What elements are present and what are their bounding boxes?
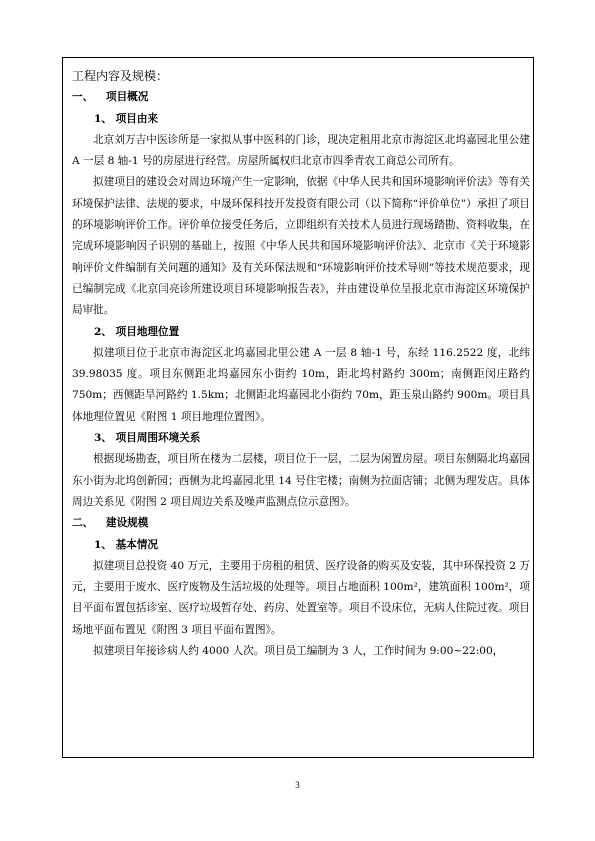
document-body bbox=[72, 66, 530, 662]
paragraph-origin: 北京刘万吉中医诊所是一家拟从事中医科的门诊，现决定租用北京市海淀区北坞嘉园北里公建 A 一层 8 轴-1 号的房屋进行经营。房屋所属权归北京市四季青农工商总公司所有。 bbox=[72, 133, 530, 168]
paragraph-assessment: 拟建项目的建设会对周边环境产生一定影响，依据《中华人民共和国环境影响评价法》等有关环境保护法律、法规的要求，中晟环保科技开发投资有限公司（以下简称“评价单位”）承担了项目的环境影响评价工作。评价单位接受任务后，立即组织有关技术人员进行现场踏勘、资料收集，在完成环境影响因子识别的基础上，按照《中华人民共和国环境影响评价法》、北京市《关于环境影响评价文件编制有关问题的通知》及有关环保法规和“环境影响评价技术导则”等技术规范要求，现已编制完成《北京闫亮诊所建设项目环境影响报告表》，并由建设单位呈报北京市海淀区环境保护局审批。 bbox=[72, 176, 530, 317]
page-number: 3 bbox=[295, 780, 300, 790]
subsection-2-1-title: 1、 基本情况 bbox=[94, 538, 159, 551]
subsection-1-1-title: 1、 项目由来 bbox=[94, 112, 159, 125]
paragraph-staffing: 拟建项目年接诊病人约 4000 人次。项目员工编制为 3 人，工作时间为 9:00~22:00， bbox=[93, 645, 504, 658]
section-2-title bbox=[72, 513, 530, 534]
section-heading: 工程内容及规模： bbox=[72, 69, 169, 83]
section-2-number: 二、 bbox=[72, 517, 94, 530]
section-1-label: 项目概况 bbox=[106, 91, 149, 104]
subsection-1-3-title: 3、 项目周围环境关系 bbox=[94, 432, 201, 445]
paragraph-surroundings: 根据现场勘查，项目所在楼为二层楼，项目位于一层，二层为闲置房屋。项目东侧隔北坞嘉园东小街为北坞创新园；西侧为北坞嘉园北里 14 号住宅楼；南侧为拉面店铺；北侧为理发店。具体周边关系见《附图 2 项目周边关系及噪声监测点位示意图》。 bbox=[72, 453, 530, 508]
paragraph-location: 拟建项目位于北京市海淀区北坞嘉园北里公建 A 一层 8 轴-1 号，东经 116.2522 度，北纬 39.98035 度。项目东侧距北坞嘉园东小街约 10m，距北坞村路约 300m；南侧距闵庄路约 750m；西侧距旱河路约 1.5km；北侧距北坞嘉园北小街约 70m，距玉泉山路约 900m。项目具体地理位置见《附图 1 项目地理位置图》。 bbox=[72, 346, 530, 423]
section-2-label: 建设规模 bbox=[106, 517, 149, 530]
paragraph-basic-info: 拟建项目总投资 40 万元，主要用于房租的租赁、医疗设备的购买及安装，其中环保投资 2 万元，主要用于废水、医疗废物及生活垃圾的处理等。项目占地面积 100m²，建筑面积 100m²，项目平面布置包括诊室、医疗垃圾暂存处、药房、处置室等。项目不设床位，无病人住院过夜。项目场地平面布置见《附图 3 项目平面布置图》。 bbox=[72, 559, 530, 636]
section-1-number: 一、 bbox=[72, 91, 94, 104]
section-1-title bbox=[72, 87, 530, 108]
subsection-1-2-title: 2、 项目地理位置 bbox=[94, 325, 180, 338]
